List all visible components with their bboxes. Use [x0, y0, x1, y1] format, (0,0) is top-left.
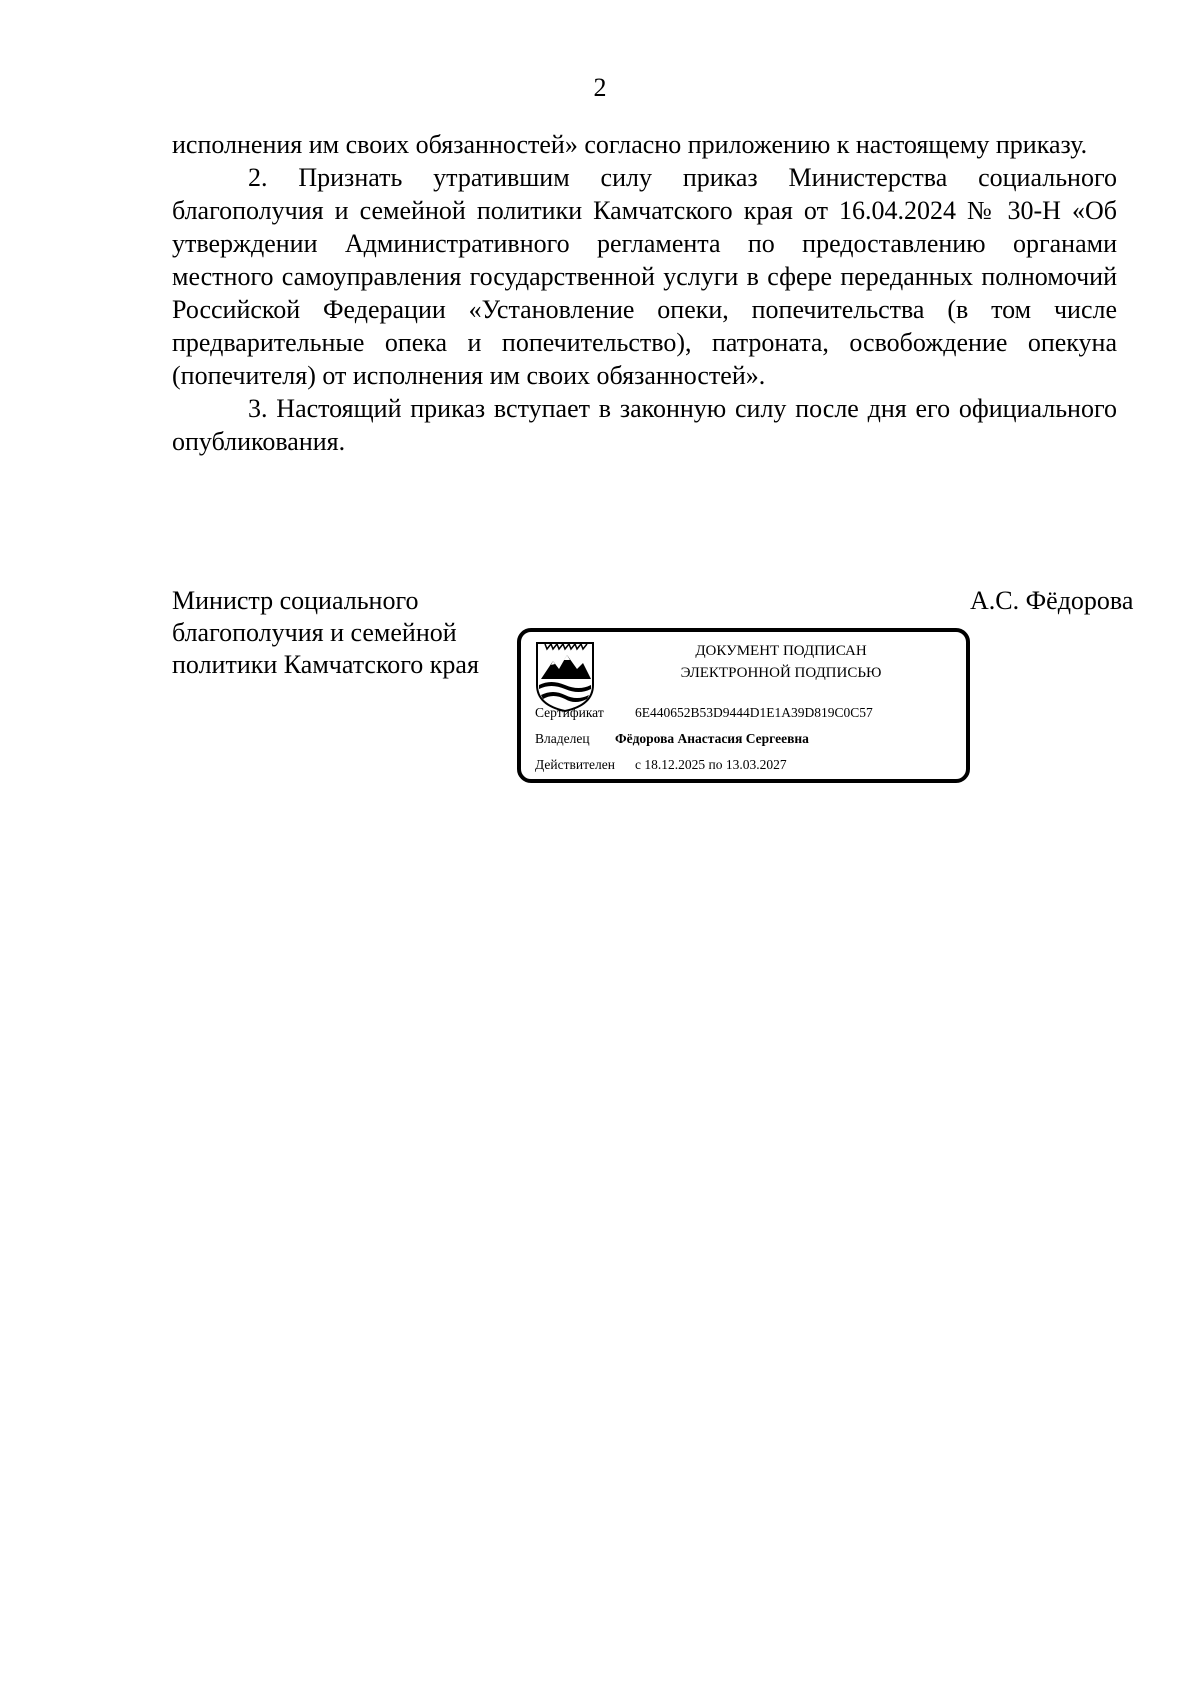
- electronic-signature-stamp: [517, 628, 970, 783]
- signer-name: А.С. Фёдорова: [970, 586, 1134, 615]
- certificate-value: 6E440652B53D9444D1E1A39D819C0C57: [635, 705, 873, 720]
- stamp-heading-line: ДОКУМЕНТ ПОДПИСАН: [695, 643, 867, 659]
- signer-title-line: Министр социального: [172, 586, 419, 615]
- owner-label: Владелец: [535, 731, 590, 746]
- validity-label: Действителен: [535, 757, 615, 772]
- signer-title-line: благополучия и семейной: [172, 618, 457, 647]
- signer-title: [172, 585, 479, 681]
- validity-value: с 18.12.2025 по 13.03.2027: [635, 757, 787, 772]
- stamp-certificate-row: [535, 704, 873, 722]
- stamp-owner-row: [535, 730, 809, 748]
- owner-value: Фёдорова Анастасия Сергеевна: [615, 731, 809, 746]
- page-number: 2: [593, 73, 607, 102]
- certificate-label: Сертификат: [535, 705, 604, 720]
- paragraph-item-2: 2. Признать утратившим силу приказ Министерства социального благополучия и семейной политики Камчатского края от 16.04.2024 № 30-Н «Об утверждении Административного регламента по предоставлению органами местного самоуправления государственной услуги в сфере переданных полномочий Российской Федерации «Установление опеки, попечительства (в том числе предварительные опека и попечительство), патроната, освобождение опекуна (попечителя) от исполнения им своих обязанностей».: [172, 163, 1117, 390]
- paragraph-continuation: исполнения им своих обязанностей» согласно приложению к настоящему приказу.: [172, 130, 1088, 159]
- stamp-validity-row: [535, 756, 787, 774]
- document-body: [172, 128, 1117, 458]
- stamp-heading: [601, 640, 961, 684]
- paragraph-item-3: 3. Настоящий приказ вступает в законную силу после дня его официального опубликования.: [172, 394, 1117, 456]
- signer-title-line: политики Камчатского края: [172, 650, 479, 679]
- kamchatka-emblem-icon: [535, 641, 595, 713]
- stamp-heading-line: ЭЛЕКТРОННОЙ ПОДПИСЬЮ: [680, 665, 882, 681]
